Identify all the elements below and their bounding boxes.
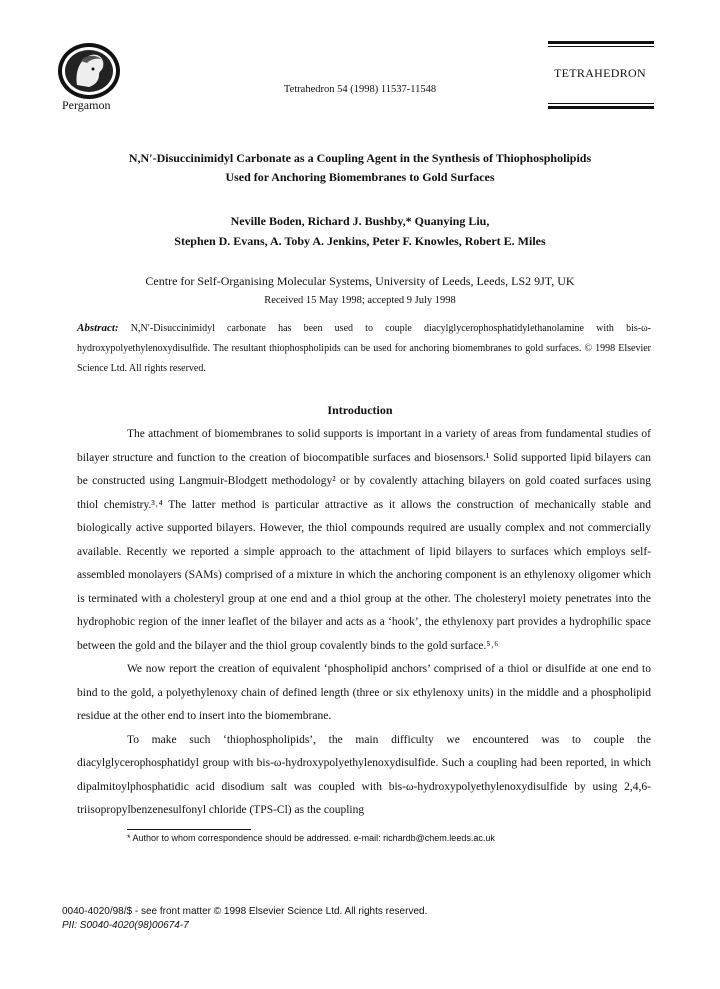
header-rule-bottom-thin	[548, 103, 654, 104]
author-list	[60, 211, 660, 251]
authors-line-1: Neville Boden, Richard J. Bushby,* Quanying Liu,	[230, 214, 490, 228]
introduction-body	[77, 423, 651, 823]
paper-title	[60, 149, 660, 187]
authors-line-2: Stephen D. Evans, A. Toby A. Jenkins, Peter F. Knowles, Robert E. Miles	[174, 234, 546, 248]
header-rule-bottom	[548, 106, 654, 109]
footnote-rule	[127, 829, 251, 830]
abstract	[77, 318, 651, 379]
copyright-block	[62, 905, 427, 933]
journal-name: TETRAHEDRON	[554, 66, 646, 80]
publisher-name: Pergamon	[62, 98, 111, 112]
pii-line: PII: S0040-4020(98)00674-7	[62, 920, 189, 931]
section-heading-introduction: Introduction	[327, 403, 393, 417]
paragraph: We now report the creation of equivalent ‘phospholipid anchors’ comprised of a thiol or disulfide at one end to bind to the gold, a polyethylenoxy chain of defined length (three or six ethylenoxy units) in the middle and a phospholipid residue at the other end to insert into the biomembrane.	[77, 663, 651, 722]
paragraph: The attachment of biomembranes to solid supports is important in a variety of areas from fundamental studies of bilayer structure and function to the creation of biocompatible surfaces and biosensors.¹ Solid supported lipid bilayers can be constructed using Langmuir-Blodgett methodology² or by covalently attaching bilayers on gold coated surfaces using thiol chemistry.³˒⁴ The latter method is particular attractive as it allows the construction of mechanically stable and biologically active supported bilayers. However, the thiol compounds required are usually complex and not commercially available. Recently we reported a simple approach to the attachment of lipid bilayers to surfaces which employs self-assembled monolayers (SAMs) comprised of a mixture in which the anchoring component is an ethylenoxy oligomer which is terminated with a cholesteryl group at one end and a thiol group at the other. The cholesteryl moiety penetrates into the hydrophobic region of the inner leaflet of the bilayer and acts as a ‘hook’, the ethylenoxy part provides a hydrophilic space between the gold and the bilayer and the thiol group covalently binds to the gold surface.⁵˒⁶	[77, 428, 651, 652]
header-rule-top-thin	[548, 46, 654, 47]
affiliation: Centre for Self-Organising Molecular Systems, University of Leeds, Leeds, LS2 9JT, UK	[145, 274, 575, 288]
journal-citation: Tetrahedron 54 (1998) 11537-11548	[283, 84, 437, 95]
abstract-label: Abstract:	[77, 322, 119, 334]
header-rule-top	[548, 41, 654, 44]
abstract-text: N,N′-Disuccinimidyl carbonate has been used to couple diacylglycerophosphatidylethanolamine with bis-ω-hydroxypolyethylenoxydisulfide. The resultant thiophospholipids can be used for anchoring biomembranes to gold surfaces. © 1998 Elsevier Science Ltd. All rights reserved.	[77, 323, 651, 374]
title-line-1: N,N′-Disuccinimidyl Carbonate as a Coupling Agent in the Synthesis of Thiophospholipids	[128, 151, 592, 165]
received-dates: Received 15 May 1998; accepted 9 July 1998	[264, 295, 456, 306]
issn-line: 0040-4020/98/$ - see front matter © 1998 Elsevier Science Ltd. All rights reserved.	[62, 906, 428, 917]
title-line-2: Used for Anchoring Biomembranes to Gold Surfaces	[225, 170, 495, 184]
footnote-correspondence: * Author to whom correspondence should be addressed. e-mail: richardb@chem.leeds.ac.uk	[127, 833, 495, 843]
paragraph: To make such ‘thiophospholipids’, the main difficulty we encountered was to couple the diacylglycerophosphatidyl group with bis-ω-hydroxypolyethylenoxydisulfide. Such a coupling had been reported, in which dipalmitoylphosphatidic acid disodium salt was coupled with bis-ω-hydroxypolyethylenoxydisulfide by using 2,4,6-triisopropylbenzenesulfonyl chloride (TPS-Cl) as the coupling	[77, 733, 651, 816]
